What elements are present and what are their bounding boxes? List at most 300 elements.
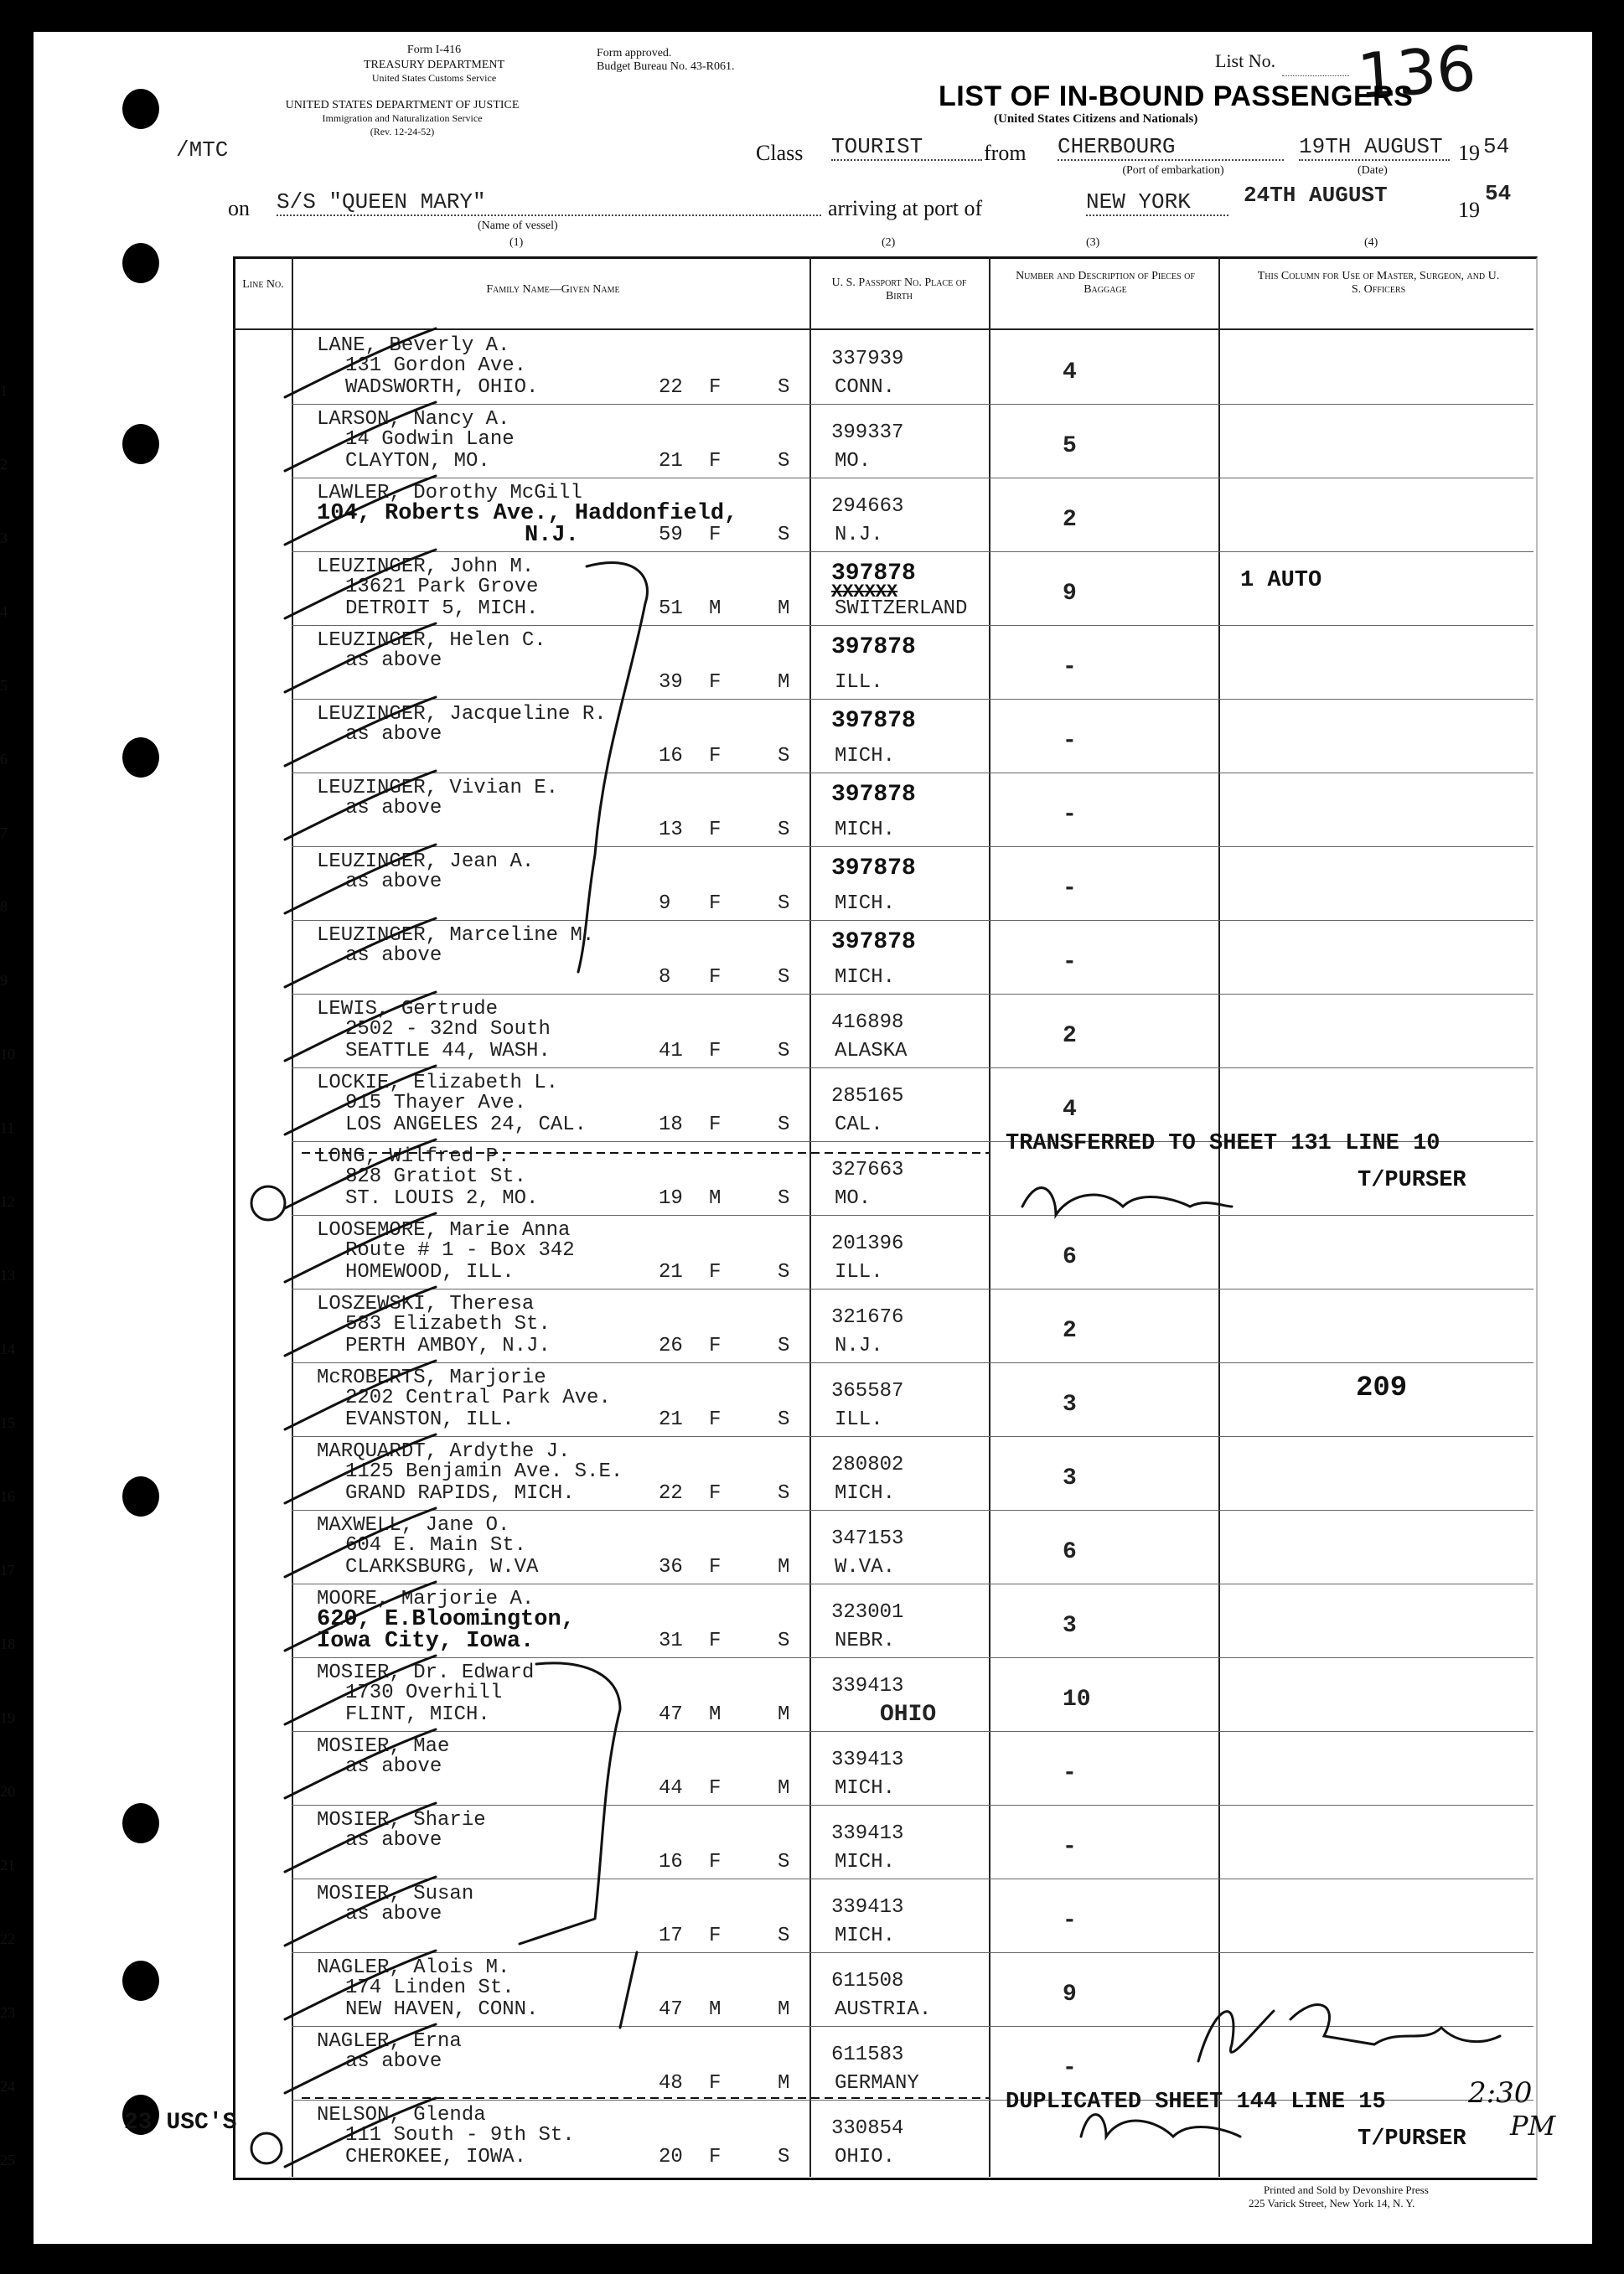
check-mark xyxy=(285,992,436,1061)
check-mark xyxy=(285,2098,436,2167)
place-of-birth: OHIO. xyxy=(835,2146,896,2168)
place-of-birth: CAL. xyxy=(835,1114,883,1136)
passenger-age: 19 xyxy=(659,1187,683,1210)
usc-stamp: 23 USC'S xyxy=(124,2110,237,2136)
passenger-age: 39 xyxy=(659,671,683,694)
check-mark xyxy=(285,845,436,913)
passenger-address: 828 Gratiot St. xyxy=(345,1165,527,1188)
passenger-sex: F xyxy=(709,1482,721,1505)
check-mark xyxy=(285,697,436,766)
place-of-birth: MICH. xyxy=(835,745,896,767)
line-number: 23 xyxy=(0,2004,15,2021)
passenger-address: Route # 1 - Box 342 xyxy=(345,1239,575,1262)
passenger-sex: M xyxy=(709,597,721,620)
check-stroke xyxy=(620,1952,637,2028)
place-of-birth: OHIO xyxy=(880,1702,937,1728)
passenger-name: MAXWELL, Jane O. xyxy=(317,1514,510,1537)
port-embarkation: CHERBOURG xyxy=(1058,134,1284,161)
purser-signature xyxy=(1022,1188,1232,1215)
form-number: Form I-416 xyxy=(406,44,462,56)
justice-department: UNITED STATES DEPARTMENT OF JUSTICE xyxy=(285,99,520,111)
passenger-name: LEUZINGER, Jean A. xyxy=(317,850,535,873)
passenger-city: CHEROKEE, IOWA. xyxy=(345,2146,527,2168)
passenger-age: 48 xyxy=(659,2072,683,2095)
passenger-age: 22 xyxy=(659,376,683,399)
passenger-city: HOMEWOOD, ILL. xyxy=(345,1261,515,1284)
passenger-address: 604 E. Main St. xyxy=(345,1534,527,1557)
baggage-count: 6 xyxy=(1063,1244,1077,1270)
from-label: from xyxy=(984,141,1027,165)
officer-note: 1 AUTO xyxy=(1240,568,1322,593)
baggage-count: 9 xyxy=(1063,581,1077,607)
place-of-birth: ILL. xyxy=(835,671,883,694)
check-mark xyxy=(285,402,436,471)
check-mark xyxy=(285,1508,436,1577)
budget-bureau: Budget Bureau No. 43-R061. xyxy=(597,60,735,73)
line-number: 14 xyxy=(0,1341,15,1357)
place-of-birth: MICH. xyxy=(835,966,896,989)
passenger-age: 21 xyxy=(659,450,683,473)
passenger-marital-status: S xyxy=(778,524,790,546)
passenger-age: 51 xyxy=(659,597,683,620)
place-of-birth: N.J. xyxy=(835,524,883,546)
line-number: 16 xyxy=(0,1488,15,1505)
port-embarkation-caption: (Port of embarkation) xyxy=(1122,164,1224,177)
passenger-name: NELSON, Glenda xyxy=(317,2104,486,2127)
passport-number: 321676 xyxy=(831,1306,904,1329)
check-mark xyxy=(285,1213,436,1282)
baggage-count: 3 xyxy=(1063,1613,1077,1639)
passenger-age: 36 xyxy=(659,1556,683,1579)
passport-number: 416898 xyxy=(831,1011,904,1034)
baggage-count: 10 xyxy=(1063,1687,1091,1713)
passenger-sex: F xyxy=(709,524,721,546)
line-number: 1 xyxy=(0,382,8,399)
passenger-city: NEW HAVEN, CONN. xyxy=(345,1998,539,2021)
passport-number: 347153 xyxy=(831,1527,904,1550)
passenger-name: MOSIER, Susan xyxy=(317,1883,474,1905)
place-of-birth: MICH. xyxy=(835,819,896,841)
passenger-age: 31 xyxy=(659,1630,683,1652)
passport-number: 323001 xyxy=(831,1601,904,1624)
passenger-address: as above xyxy=(345,944,442,967)
baggage-count: - xyxy=(1063,949,1077,975)
handwritten-pm: PM xyxy=(1510,2110,1556,2142)
baggage-count: - xyxy=(1063,654,1077,680)
place-of-birth: CONN. xyxy=(835,376,896,399)
line-number: 20 xyxy=(0,1783,15,1800)
passenger-marital-status: M xyxy=(778,1703,790,1726)
passport-number: 397878 xyxy=(831,634,916,660)
passenger-name: LANE, Beverly A. xyxy=(317,334,510,357)
place-of-birth: SWITZERLAND xyxy=(835,597,968,620)
place-of-birth: MICH. xyxy=(835,1482,896,1505)
line-number: 13 xyxy=(0,1267,15,1284)
passenger-address: 13621 Park Grove xyxy=(345,576,539,598)
passenger-city: CLARKSBURG, W.VA xyxy=(345,1556,539,1579)
baggage-count: - xyxy=(1063,1834,1077,1860)
arrival-date: 24TH AUGUST xyxy=(1244,183,1388,208)
passenger-name: MOSIER, Sharie xyxy=(317,1809,486,1832)
passenger-name: LEUZINGER, Jacqueline R. xyxy=(317,703,607,726)
baggage-count: - xyxy=(1063,728,1077,754)
place-of-birth: MICH. xyxy=(835,1777,896,1800)
col-header-baggage: Number and Description of Pieces of Baggage xyxy=(1016,270,1195,296)
check-mark xyxy=(285,328,436,397)
line-number: 21 xyxy=(0,1857,15,1873)
passenger-name: LOOSEMORE, Marie Anna xyxy=(317,1219,571,1242)
passenger-marital-status: S xyxy=(778,819,790,841)
passenger-age: 8 xyxy=(659,966,671,989)
passenger-age: 47 xyxy=(659,1703,683,1726)
col-header-officers: This Column for Use of Master, Surgeon, and U. S. Officers xyxy=(1257,270,1500,296)
passenger-marital-status: S xyxy=(778,376,790,399)
passport-number: 201396 xyxy=(831,1233,904,1255)
passenger-age: 59 xyxy=(659,524,683,546)
passenger-sex: F xyxy=(709,745,721,767)
passport-number: 611583 xyxy=(831,2044,904,2066)
form-approved: Form approved. xyxy=(597,47,672,59)
passenger-address: 2502 - 32nd South xyxy=(345,1018,551,1041)
passenger-city: PERTH AMBOY, N.J. xyxy=(345,1335,551,1357)
check-mark xyxy=(285,918,436,987)
passenger-city: Iowa City, Iowa. xyxy=(317,1629,535,1654)
place-of-birth-struck: XXXXXX xyxy=(831,581,898,602)
passenger-name: NAGLER, Erna xyxy=(317,2030,462,2053)
col4-caption: (4) xyxy=(1364,236,1378,249)
baggage-count: 6 xyxy=(1063,1539,1077,1565)
passenger-marital-status: S xyxy=(778,2146,790,2168)
check-mark xyxy=(285,1951,436,2019)
check-mark xyxy=(285,1361,436,1429)
passenger-name: LONG, Wilfred P. xyxy=(317,1145,510,1168)
treasury-department: TREASURY DEPARTMENT xyxy=(363,59,505,71)
passenger-name: MOSIER, Mae xyxy=(317,1735,450,1758)
passenger-sex: F xyxy=(709,450,721,473)
place-of-birth: MICH. xyxy=(835,1851,896,1873)
passenger-sex: F xyxy=(709,1851,721,1873)
arrival-port: NEW YORK xyxy=(1086,189,1228,216)
departure-date: 19TH AUGUST xyxy=(1299,134,1450,161)
check-mark xyxy=(285,2024,436,2093)
line-number: 8 xyxy=(0,898,8,915)
bracket-mark xyxy=(578,563,647,972)
passenger-marital-status: S xyxy=(778,1261,790,1284)
place-of-birth: MO. xyxy=(835,450,871,473)
passenger-marital-status: S xyxy=(778,1040,790,1062)
transfer-note: TRANSFERRED TO SHEET 131 LINE 10 xyxy=(1006,1131,1440,1156)
circled-line-25 xyxy=(251,2133,282,2163)
passenger-sex: F xyxy=(709,2072,721,2095)
line-number: 3 xyxy=(0,530,8,546)
passenger-age: 26 xyxy=(659,1335,683,1357)
line-number: 9 xyxy=(0,972,8,989)
passenger-name: MARQUARDT, Ardythe J. xyxy=(317,1440,571,1463)
line-number: 22 xyxy=(0,1930,15,1947)
baggage-count: - xyxy=(1063,1908,1077,1934)
check-mark xyxy=(285,771,436,840)
passenger-name: MOSIER, Dr. Edward xyxy=(317,1662,535,1684)
passport-number: 397878 xyxy=(831,561,916,587)
passport-number: 339413 xyxy=(831,1896,904,1919)
place-of-birth: W.VA. xyxy=(835,1556,896,1579)
baggage-count: 5 xyxy=(1063,433,1077,459)
passenger-marital-status: S xyxy=(778,966,790,989)
passenger-sex: F xyxy=(709,671,721,694)
passenger-marital-status: M xyxy=(778,671,790,694)
line-number: 17 xyxy=(0,1562,15,1579)
check-mark xyxy=(285,1803,436,1872)
line-number: 12 xyxy=(0,1193,15,1210)
passenger-name: LOCKIE, Elizabeth L. xyxy=(317,1072,559,1094)
passport-number: 399337 xyxy=(831,421,904,444)
passenger-address: as above xyxy=(345,871,442,893)
passenger-name: LEUZINGER, John M. xyxy=(317,556,535,578)
passenger-sex: F xyxy=(709,819,721,841)
passenger-city: DETROIT 5, MICH. xyxy=(345,597,539,620)
passenger-age: 17 xyxy=(659,1925,683,1947)
bracket-mark xyxy=(520,1663,620,1944)
line-number: 11 xyxy=(0,1119,15,1136)
passenger-marital-status: S xyxy=(778,1114,790,1136)
passenger-marital-status: M xyxy=(778,1777,790,1800)
passenger-marital-status: S xyxy=(778,1335,790,1357)
form-revision: (Rev. 12-24-52) xyxy=(370,126,435,137)
printer-line-1: Printed and Sold by Devonshire Press xyxy=(1264,2184,1429,2196)
place-of-birth: MICH. xyxy=(835,1925,896,1947)
passenger-sex: F xyxy=(709,1408,721,1431)
passenger-address: 620, E.Bloomington, xyxy=(317,1607,575,1632)
arrival-year-suffix: 54 xyxy=(1485,181,1512,206)
baggage-count: - xyxy=(1063,876,1077,902)
passenger-sex: F xyxy=(709,892,721,915)
check-mark xyxy=(285,1140,436,1208)
page-title: LIST OF IN-BOUND PASSENGERS xyxy=(939,80,1414,112)
purser-signature xyxy=(1081,2115,1240,2137)
col-header-name: Family Name—Given Name xyxy=(486,283,620,296)
passport-number: 397878 xyxy=(831,929,916,955)
place-of-birth: MICH. xyxy=(835,892,896,915)
passenger-address: as above xyxy=(345,1755,442,1778)
passenger-city: GRAND RAPIDS, MICH. xyxy=(345,1482,575,1505)
place-of-birth: N.J. xyxy=(835,1335,883,1357)
passport-number: 285165 xyxy=(831,1085,904,1108)
passenger-marital-status: S xyxy=(778,1925,790,1947)
purser-title: T/PURSER xyxy=(1358,1168,1466,1193)
passenger-address: as above xyxy=(345,1829,442,1852)
passenger-address: as above xyxy=(345,649,442,672)
passport-number: 611508 xyxy=(831,1970,904,1992)
passenger-name: LOSZEWSKI, Theresa xyxy=(317,1293,535,1315)
passenger-name: LARSON, Nancy A. xyxy=(317,408,510,431)
passenger-sex: F xyxy=(709,1777,721,1800)
passenger-marital-status: M xyxy=(778,1998,790,2021)
list-no-label: List No. xyxy=(1215,50,1276,71)
baggage-count: 3 xyxy=(1063,1392,1077,1418)
customs-service: United States Customs Service xyxy=(371,72,497,84)
place-of-birth: GERMANY xyxy=(835,2072,919,2095)
passenger-city: SEATTLE 44, WASH. xyxy=(345,1040,551,1062)
class-label: Class xyxy=(756,141,804,165)
passenger-address: as above xyxy=(345,723,442,746)
passenger-city: LOS ANGELES 24, CAL. xyxy=(345,1114,587,1136)
passenger-city: EVANSTON, ILL. xyxy=(345,1408,515,1431)
passenger-age: 18 xyxy=(659,1114,683,1136)
passenger-address: as above xyxy=(345,797,442,819)
passenger-sex: F xyxy=(709,2146,721,2168)
vessel-caption: (Name of vessel) xyxy=(478,220,558,232)
arrival-year-prefix: 19 xyxy=(1458,198,1480,222)
passenger-name: NAGLER, Alois M. xyxy=(317,1956,510,1979)
check-mark xyxy=(285,1287,436,1356)
passenger-address: 1730 Overhill xyxy=(345,1682,503,1704)
passport-number: 339413 xyxy=(831,1675,904,1698)
passenger-marital-status: M xyxy=(778,2072,790,2095)
check-mark xyxy=(285,476,436,545)
passenger-sex: M xyxy=(709,1187,721,1210)
passport-number: 294663 xyxy=(831,495,904,518)
passport-number: 339413 xyxy=(831,1822,904,1845)
passport-number: 397878 xyxy=(831,708,916,734)
passenger-name: McROBERTS, Marjorie xyxy=(317,1367,546,1389)
place-of-birth: ILL. xyxy=(835,1261,883,1284)
passenger-age: 16 xyxy=(659,1851,683,1873)
baggage-count: 9 xyxy=(1063,1982,1077,2008)
class-value: TOURIST xyxy=(831,134,982,161)
passenger-city: CLAYTON, MO. xyxy=(345,450,490,473)
passenger-marital-status: S xyxy=(778,1630,790,1652)
passport-number: 339413 xyxy=(831,1749,904,1771)
year-prefix: 19 xyxy=(1458,141,1480,165)
line-number: 2 xyxy=(0,456,8,473)
on-label: on xyxy=(228,196,250,220)
line-number: 10 xyxy=(0,1046,15,1062)
page-subtitle: (United States Citizens and Nationals) xyxy=(994,112,1198,126)
passenger-sex: F xyxy=(709,1261,721,1284)
passenger-address: 915 Thayer Ave. xyxy=(345,1092,527,1114)
baggage-count: - xyxy=(1063,1760,1077,1786)
passport-number: 365587 xyxy=(831,1380,904,1403)
passport-number: 397878 xyxy=(831,782,916,808)
passenger-name: MOORE, Marjorie A. xyxy=(317,1588,535,1610)
passenger-marital-status: S xyxy=(778,745,790,767)
passenger-sex: F xyxy=(709,1556,721,1579)
passenger-address: 111 South - 9th St. xyxy=(345,2124,575,2147)
passenger-marital-status: S xyxy=(778,1408,790,1431)
handwritten-time: 2:30 xyxy=(1468,2076,1533,2110)
passenger-sex: F xyxy=(709,376,721,399)
passenger-age: 22 xyxy=(659,1482,683,1505)
baggage-count: 3 xyxy=(1063,1465,1077,1491)
line-number: 4 xyxy=(0,603,8,620)
place-of-birth: NEBR. xyxy=(835,1630,896,1652)
col-header-line-no: Line No. xyxy=(242,278,284,291)
passport-number: 397878 xyxy=(831,855,916,881)
passenger-marital-status: S xyxy=(778,450,790,473)
passenger-age: 21 xyxy=(659,1408,683,1431)
vessel-name: S/S "QUEEN MARY" xyxy=(277,189,821,216)
passenger-address: 174 Linden St. xyxy=(345,1977,515,1999)
passenger-sex: F xyxy=(709,1925,721,1947)
passenger-address: 14 Godwin Lane xyxy=(345,428,515,451)
col-header-passport: U. S. Passport No. Place of Birth xyxy=(831,276,967,302)
passenger-age: 44 xyxy=(659,1777,683,1800)
passenger-age: 20 xyxy=(659,2146,683,2168)
place-of-birth: AUSTRIA. xyxy=(835,1998,932,2021)
line-number: 25 xyxy=(0,2152,15,2168)
baggage-count: - xyxy=(1063,802,1077,828)
passenger-address: 1125 Benjamin Ave. S.E. xyxy=(345,1460,623,1483)
passenger-age: 41 xyxy=(659,1040,683,1062)
col1-caption: (1) xyxy=(509,236,524,249)
passenger-sex: F xyxy=(709,1630,721,1652)
passenger-sex: M xyxy=(709,1703,721,1726)
passenger-sex: F xyxy=(709,1040,721,1062)
passenger-address: 2202 Central Park Ave. xyxy=(345,1387,611,1409)
officer-note: 209 xyxy=(1356,1372,1408,1404)
check-mark xyxy=(285,550,436,618)
check-mark xyxy=(285,623,436,692)
check-mark xyxy=(285,1434,436,1503)
passenger-marital-status: M xyxy=(778,1556,790,1579)
baggage-count: - xyxy=(1063,2055,1077,2081)
passenger-name: LEUZINGER, Vivian E. xyxy=(317,777,559,799)
passenger-sex: M xyxy=(709,1998,721,2021)
passenger-sex: F xyxy=(709,1335,721,1357)
baggage-count: 4 xyxy=(1063,359,1077,385)
date-caption: (Date) xyxy=(1358,164,1388,177)
passenger-age: 47 xyxy=(659,1998,683,2021)
line-number: 19 xyxy=(0,1709,15,1726)
passenger-city: N.J. xyxy=(525,523,579,548)
passenger-address: 104, Roberts Ave., Haddonfield, xyxy=(317,501,738,526)
passenger-marital-status: S xyxy=(778,1482,790,1505)
passport-number: 280802 xyxy=(831,1454,904,1476)
baggage-count: 2 xyxy=(1063,1023,1077,1049)
baggage-count: 2 xyxy=(1063,507,1077,533)
check-mark xyxy=(285,1582,436,1651)
ins-service: Immigration and Naturalization Service xyxy=(322,112,483,124)
col3-caption: (3) xyxy=(1086,236,1100,249)
line-number: 7 xyxy=(0,824,8,841)
place-of-birth: MO. xyxy=(835,1187,871,1210)
baggage-count: 2 xyxy=(1063,1318,1077,1344)
arriving-label: arriving at port of xyxy=(828,196,983,220)
check-mark xyxy=(285,1066,436,1134)
baggage-count: 4 xyxy=(1063,1097,1077,1123)
passenger-marital-status: S xyxy=(778,1187,790,1210)
passport-number: 337939 xyxy=(831,348,904,370)
passenger-name: LAWLER, Dorothy McGill xyxy=(317,482,582,504)
passenger-sex: F xyxy=(709,1114,721,1136)
line-number: 18 xyxy=(0,1636,15,1652)
passenger-city: FLINT, MICH. xyxy=(345,1703,490,1726)
passenger-age: 16 xyxy=(659,745,683,767)
place-of-birth: ILL. xyxy=(835,1408,883,1431)
passenger-age: 9 xyxy=(659,892,671,915)
passport-number: 330854 xyxy=(831,2117,904,2140)
check-mark xyxy=(285,1729,436,1798)
passenger-name: LEWIS, Gertrude xyxy=(317,998,499,1021)
line-number: 15 xyxy=(0,1414,15,1431)
check-mark xyxy=(285,1656,436,1724)
transfer-note: DUPLICATED SHEET 144 LINE 15 xyxy=(1006,2090,1386,2115)
passenger-address: as above xyxy=(345,1903,442,1925)
line-number: 24 xyxy=(0,2078,15,2095)
passenger-sex: F xyxy=(709,966,721,989)
passenger-address: 583 Elizabeth St. xyxy=(345,1313,551,1336)
passenger-marital-status: M xyxy=(778,597,790,620)
